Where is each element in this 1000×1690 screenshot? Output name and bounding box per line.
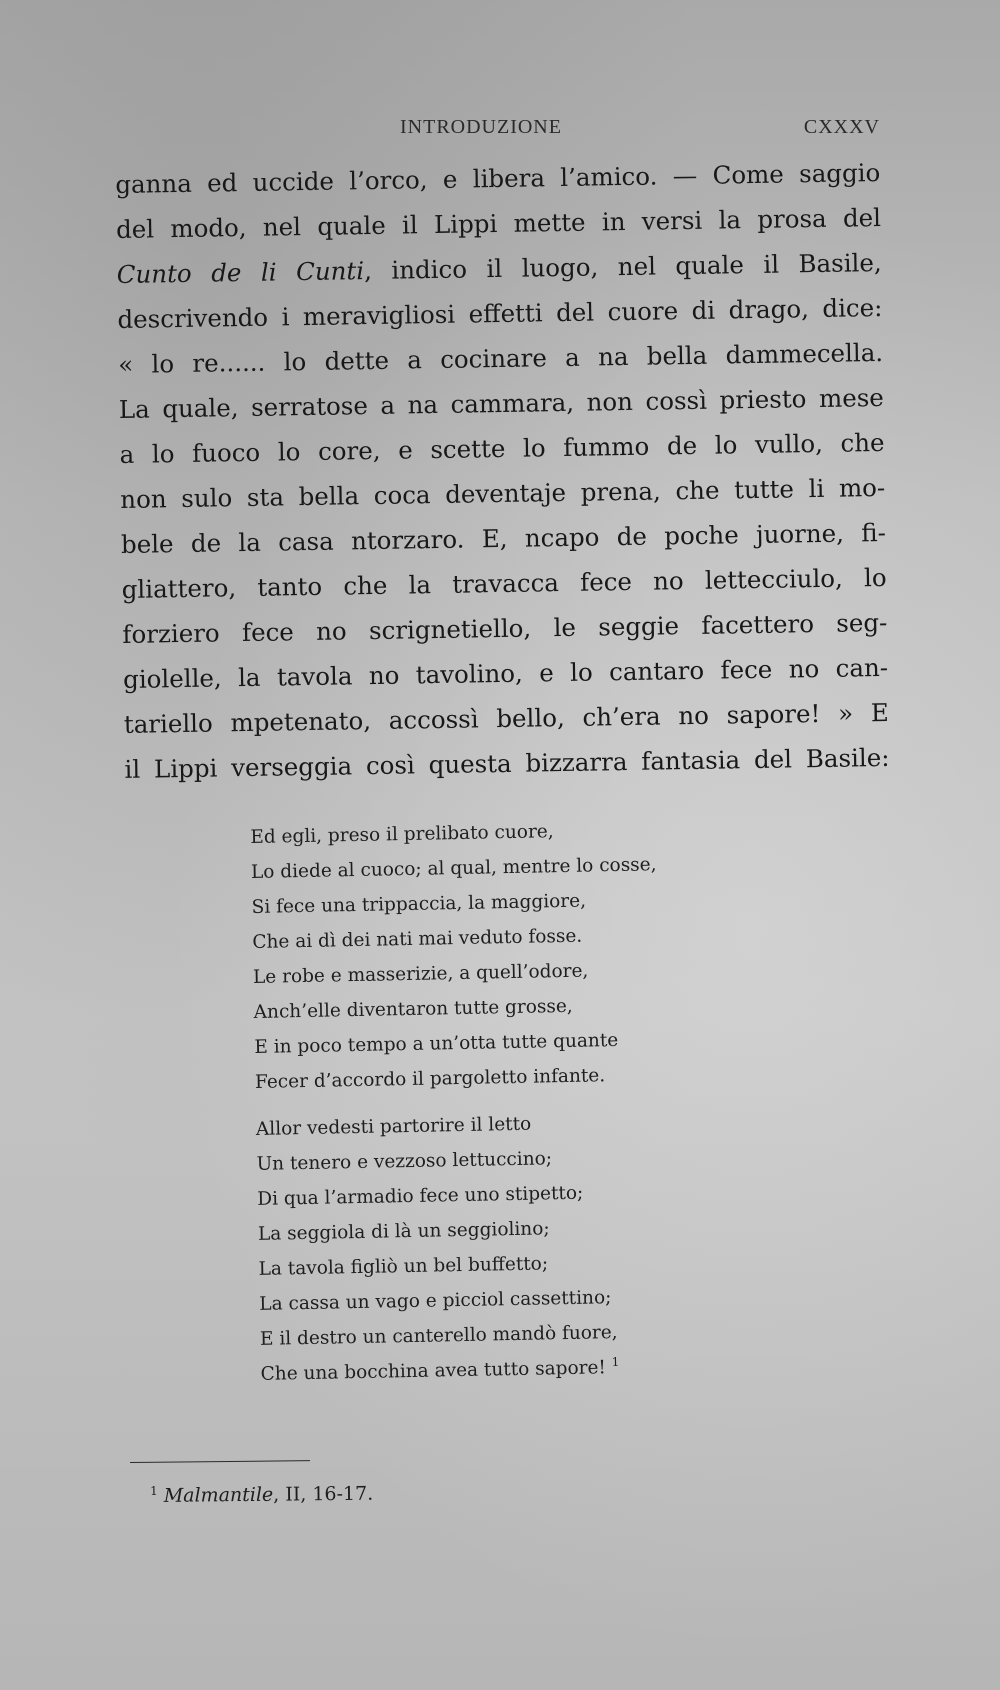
verse-line: Si fece una trippaccia, la maggiore, [251, 890, 587, 918]
footnote [150, 1479, 750, 1507]
text-line: il Lippi verseggia così questa bizzarra fantasia del Basile: [124, 742, 890, 784]
body-paragraph [115, 150, 890, 792]
verse-quotation [250, 809, 821, 1392]
text-line: del modo, nel quale il Lippi mette in versi la prosa del [115, 202, 882, 244]
page-number: CXXXV [803, 116, 880, 138]
verse-line: Che ai dì dei nati mai veduto fosse. [252, 925, 583, 953]
text-line: ganna ed uccide l’orco, e libera l’amico. — Come saggio [115, 157, 881, 199]
text-line: La quale, serratose a na cammara, non cossì priesto mese [118, 382, 885, 424]
footnote-divider [130, 1460, 310, 1463]
text-line: gliattero, tanto che la travacca fece no lettecciulo, lo [121, 562, 887, 604]
verse-line: Allor vedesti partorire il letto [255, 1113, 532, 1140]
footnote-reference: 1 [611, 1354, 620, 1369]
text-line: tariello mpetenato, accossì bello, ch’era no sapore! » E [123, 697, 889, 739]
text-line: descrivendo i meravigliosi effetti del cuore di drago, dice: [117, 292, 883, 334]
text-line: a lo fuoco lo core, e scette lo fummo de lo vullo, che [119, 427, 885, 469]
footnote-number: 1 [149, 1483, 158, 1498]
text-line: bele de la casa ntorzaro. E, ncapo de poche juorne, fi- [120, 517, 887, 559]
page-header [120, 116, 880, 146]
verse-line: Fecer d’accordo il pargoletto infante. [254, 1065, 606, 1093]
stanza-2 [256, 1101, 821, 1392]
text-line: « lo re...... lo dette a cocinare a na bella dammecella. [117, 337, 884, 379]
verse-line: La cassa un vago e picciol cassettino; [259, 1287, 612, 1315]
text-line: forziero fece no scrignetiello, le seggie facettero seg- [122, 607, 888, 649]
verse-line-text: Che una bocchina avea tutto sapore! [260, 1357, 607, 1385]
stanza-1 [250, 809, 815, 1100]
text-line: non sulo sta bella coca deventaje prena, che tutte li mo- [120, 472, 886, 514]
running-title: INTRODUZIONE [400, 116, 562, 138]
text-line-rest: , indico il luogo, nel quale il Basile, [363, 247, 882, 286]
verse-line: Anch’elle diventaron tutte grosse, [253, 995, 573, 1023]
verse-line: E in poco tempo a un’otta tutte quante [254, 1029, 619, 1058]
verse-line: La seggiola di là un seggiolino; [257, 1218, 550, 1245]
book-title: Cunto de li Cunti [116, 256, 365, 289]
verse-line: Ed egli, preso il prelibato cuore, [250, 821, 554, 848]
footnote-source-title: Malmantile [163, 1483, 274, 1507]
verse-line: Lo diede al cuoco; al qual, mentre lo cosse, [250, 854, 657, 883]
footnote-reference-text: , II, 16-17. [273, 1482, 374, 1506]
verse-line: La tavola figliò un bel buffetto; [258, 1253, 549, 1280]
text-line: giolelle, la tavola no tavolino, e lo cantaro fece no can- [122, 652, 889, 694]
verse-line: E il destro un canterello mandò fuore, [259, 1322, 618, 1350]
verse-line: Un tenero e vezzoso lettuccino; [256, 1148, 553, 1175]
verse-line: Di qua l’armadio fece uno stipetto; [257, 1182, 584, 1210]
verse-line: Le robe e masserizie, a quell’odore, [252, 960, 589, 988]
